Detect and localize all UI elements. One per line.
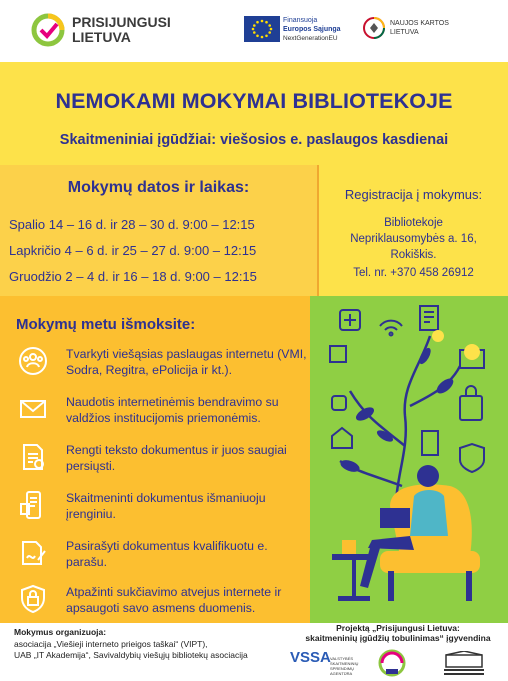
eu-flag-icon: [244, 16, 280, 42]
illustration-panel: [310, 296, 508, 623]
learning-section: [0, 296, 310, 623]
header-strip: [0, 0, 508, 62]
naujos-kartos-icon: [362, 16, 386, 40]
learning-item: [14, 440, 310, 486]
organizers-line2: UAB „IT Akademija“, Savivaldybių viešųjų bibliotekų asociacija: [14, 650, 248, 660]
person-with-laptop-illustration: [310, 296, 508, 623]
footer: [0, 623, 508, 681]
project-line1: Projektą „Prisijungusi Lietuva:: [336, 623, 460, 633]
page-title: NEMOKAMI MOKYMAI BIBLIOTEKOJE: [55, 89, 453, 113]
learning-item: [14, 536, 310, 582]
eu-line2: Europos Sąjunga: [283, 26, 341, 33]
naujos-kartos-logo: [362, 16, 449, 40]
learning-item: [14, 582, 310, 628]
vssa-logo: VSSA: [290, 649, 331, 666]
learning-item-text: Atpažinti sukčiavimo atvejus internete ir apsaugoti savo asmens duomenis.: [66, 585, 282, 615]
people-icon: [18, 346, 48, 376]
lock-icon: [18, 584, 48, 614]
page-subtitle: Skaitmeniniai įgūdžiai: viešosios e. paslaugos kasdienai: [59, 132, 449, 148]
logo-line2: LIETUVA: [72, 29, 131, 45]
eu-funding-logo: [244, 16, 341, 43]
envelope-icon: [18, 394, 48, 424]
document-icon: [18, 442, 48, 472]
date-row: Lapkričio 4 – 6 d. ir 25 – 27 d. 9:00 – 12:15: [9, 243, 257, 258]
signature-icon: [18, 538, 48, 568]
dates-heading: Mokymų datos ir laikas:: [67, 179, 250, 196]
registration-city: Rokiškis.: [390, 249, 437, 261]
learning-heading: Mokymų metu išmoksite:: [16, 316, 196, 333]
logo-line1: PRISIJUNGUSI: [72, 14, 171, 30]
learning-item-text: Naudotis internetinėmis bendravimo su valdžios institucijomis priemonėmis.: [66, 395, 279, 425]
schedule-section: [0, 165, 508, 296]
title-band: [0, 62, 508, 165]
learning-item: [14, 392, 310, 438]
organizers-text: [14, 639, 274, 661]
registration-panel: [319, 165, 508, 296]
eu-line1: Finansuoja: [283, 17, 318, 24]
learning-item-text: Skaitmeninti dokumentus išmaniuoju įrenginiu.: [66, 491, 266, 521]
dates-panel: [0, 165, 319, 296]
date-row: Gruodžio 2 – 4 d. ir 16 – 18 d. 9:00 – 12:15: [9, 269, 257, 284]
registration-place: Bibliotekoje: [384, 217, 443, 229]
project-text: [288, 623, 508, 643]
phone-scan-icon: [18, 490, 48, 520]
learning-item: [14, 488, 310, 534]
learning-item-text: Tvarkyti viešąsias paslaugas internetu (VMI, Sodra, Regitra, ePolicija ir kt.).: [66, 347, 307, 377]
prisijungusi-lietuva-logo: [30, 12, 171, 48]
nk-line2: LIETUVA: [390, 29, 419, 36]
organizers-line1: asociacija „Viešieji interneto prieigos taškai“ (VIPT),: [14, 639, 208, 649]
vssa-subtitle: VALSTYBĖS SKAITMENINIŲ SPRENDIMŲ AGENTŪRA: [330, 656, 359, 676]
date-row: Spalio 14 – 16 d. ir 28 – 30 d. 9:00 – 12:15: [9, 217, 255, 232]
prisijungusi-logo-icon: [30, 12, 66, 48]
registration-phone: Tel. nr. +370 458 26912: [353, 267, 474, 279]
nk-line1: NAUJOS KARTOS: [390, 20, 449, 27]
learning-item-text: Pasirašyti dokumentus kvalifikuotu e. parašu.: [66, 539, 268, 569]
it-akademija-logo-icon: [378, 649, 406, 677]
eu-line3: NextGenerationEU: [283, 35, 338, 42]
registration-heading: Registracija į mokymus:: [344, 187, 483, 202]
organizers-heading: Mokymus organizuoja:: [14, 627, 107, 637]
national-library-logo-icon: [442, 651, 486, 677]
project-line2: skaitmeninių įgūdžių tobulinimas“ įgyvendina: [305, 633, 491, 643]
registration-street: Nepriklausomybės a. 16,: [350, 233, 477, 245]
learning-item-text: Rengti teksto dokumentus ir juos saugiai persiųsti.: [66, 443, 287, 473]
learning-item: [14, 344, 310, 390]
